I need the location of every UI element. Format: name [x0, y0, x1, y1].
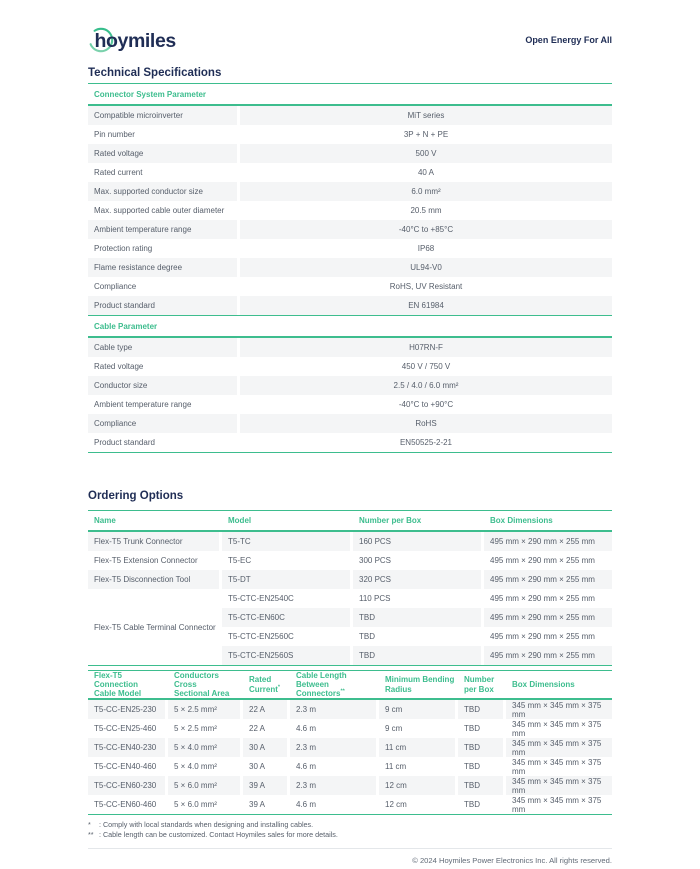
table-row	[88, 182, 612, 201]
table-row	[88, 106, 612, 125]
connector-section-title: Connector System Parameter	[88, 84, 612, 106]
table-row	[88, 144, 612, 163]
column-header: Number per Box	[464, 675, 495, 694]
column-header: Cable Length Between Connectors**	[296, 670, 347, 699]
spec-value: UL94-V0	[240, 258, 612, 277]
column-header: Box Dimensions	[512, 679, 575, 689]
cell-name-merged: Flex-T5 Cable Terminal Connector	[88, 589, 219, 665]
cell-box: 345 mm × 345 mm × 375 mm	[506, 776, 612, 795]
page-header	[88, 0, 612, 56]
spec-label: Max. supported cable outer diameter	[94, 206, 225, 215]
cell-box: 495 mm × 290 mm × 255 mm	[484, 646, 612, 665]
cell-radius: 11 cm	[379, 738, 455, 757]
cell-model: T5-CC-EN25-460	[94, 724, 157, 733]
cell-qty: TBD	[464, 800, 480, 809]
table-row	[88, 551, 612, 570]
table-row	[88, 795, 612, 814]
spec-label: Cable type	[88, 338, 237, 357]
cell-radius: 9 cm	[385, 724, 403, 733]
spec-label: Conductor size	[88, 376, 237, 395]
spec-value: EN50525-2-21	[399, 438, 453, 447]
spec-label: Pin number	[94, 130, 135, 139]
spec-label: Flame resistance degree	[88, 258, 237, 277]
table-row	[88, 338, 612, 357]
cell-radius: 9 cm	[379, 700, 455, 719]
spec-label: Compliance	[88, 414, 237, 433]
spec-value: 450 V / 750 V	[401, 362, 451, 371]
ordering-table-2-header	[88, 671, 612, 700]
cell-qty: TBD	[353, 646, 481, 665]
cell-qty: TBD	[458, 700, 503, 719]
ordering-options-title: Ordering Options	[88, 490, 184, 502]
table-row	[88, 125, 612, 144]
table-row	[88, 239, 612, 258]
cell-current: 39 A	[243, 776, 287, 795]
cell-length: 2.3 m	[290, 776, 376, 795]
cell-length: 2.3 m	[290, 700, 376, 719]
cell-model: T5-DT	[222, 570, 350, 589]
footnote	[88, 820, 612, 830]
cell-qty: 110 PCS	[359, 594, 391, 603]
cell-current: 22 A	[249, 724, 266, 733]
cell-box: 495 mm × 290 mm × 255 mm	[484, 608, 612, 627]
cell-model: T5-CTC-EN2560C	[228, 632, 294, 641]
spec-label: Compliance	[94, 282, 137, 291]
ordering-table-1-header	[88, 511, 612, 532]
cell-current: 39 A	[249, 800, 266, 809]
column-header: Name	[94, 515, 116, 525]
table-row	[88, 570, 612, 589]
cell-model: T5-CC-EN60-230	[88, 776, 165, 795]
cell-box: 345 mm × 345 mm × 375 mm	[512, 795, 602, 814]
cell-model: T5-TC	[222, 532, 350, 551]
cell-box: 345 mm × 345 mm × 375 mm	[512, 719, 602, 738]
table-row	[88, 357, 612, 376]
cell-box: 345 mm × 345 mm × 375 mm	[506, 738, 612, 757]
table-row	[88, 201, 612, 220]
spec-value: RoHS, UV Resistant	[389, 282, 463, 291]
ordering-table-2	[88, 670, 612, 815]
spec-value: 2.5 / 4.0 / 6.0 mm²	[240, 376, 612, 395]
cell-qty: 160 PCS	[353, 532, 481, 551]
cell-qty: 320 PCS	[353, 570, 481, 589]
spec-value: 500 V	[240, 144, 612, 163]
cable-section-title: Cable Parameter	[88, 316, 612, 338]
spec-value: 6.0 mm²	[240, 182, 612, 201]
footnote-marker: *	[277, 683, 281, 690]
cell-box: 495 mm × 290 mm × 255 mm	[490, 594, 595, 603]
table-row	[88, 433, 612, 452]
cell-box: 495 mm × 290 mm × 255 mm	[484, 570, 612, 589]
cell-name: Flex-T5 Extension Connector	[94, 556, 198, 565]
table-row	[222, 646, 612, 665]
spec-value: -40°C to +90°C	[398, 400, 454, 409]
connector-parameter-section	[88, 84, 612, 316]
table-row	[88, 700, 612, 719]
cell-qty: TBD	[464, 724, 480, 733]
footnote-text: : Comply with local standards when designing and installing cables.	[99, 820, 314, 829]
table-row	[222, 589, 612, 608]
table-row	[88, 277, 612, 296]
cell-radius: 12 cm	[385, 800, 407, 809]
table-row	[222, 627, 612, 646]
cell-area: 5 × 6.0 mm²	[168, 776, 240, 795]
cell-model: T5-CTC-EN60C	[222, 608, 350, 627]
spec-label: Compatible microinverter	[88, 106, 237, 125]
cell-length: 2.3 m	[290, 738, 376, 757]
cell-model: T5-CTC-EN2540C	[228, 594, 294, 603]
table-row	[88, 395, 612, 414]
footnote-marker: *	[88, 820, 91, 829]
spec-label: Ambient temperature range	[94, 400, 192, 409]
cell-model: T5-CC-EN60-460	[94, 800, 157, 809]
cell-model: T5-CC-EN40-230	[88, 738, 165, 757]
table-row	[222, 608, 612, 627]
spec-label: Ambient temperature range	[88, 220, 237, 239]
spec-value: IP68	[417, 244, 435, 253]
brand-tagline: Open Energy For All	[525, 35, 612, 45]
cell-qty: 300 PCS	[359, 556, 392, 565]
spec-value: RoHS	[240, 414, 612, 433]
cell-qty: TBD	[353, 608, 481, 627]
table-row	[88, 776, 612, 795]
spec-value: 20.5 mm	[410, 206, 442, 215]
footnote	[88, 830, 612, 840]
footer-divider	[88, 848, 612, 849]
copyright-text: © 2024 Hoymiles Power Electronics Inc. All rights reserved.	[412, 855, 612, 865]
spec-label: Rated voltage	[88, 144, 237, 163]
cell-model: T5-CTC-EN2560S	[222, 646, 350, 665]
hoymiles-logo-graphic	[88, 25, 190, 55]
spec-label: Protection rating	[94, 244, 153, 253]
footnote-text: : Cable length can be customized. Contact Hoymiles sales for more details.	[99, 830, 338, 840]
column-header: Conductors Cross Sectional Area	[174, 670, 230, 699]
footnote-marker: **	[340, 688, 345, 695]
cell-qty: TBD	[464, 762, 480, 771]
table-row	[88, 296, 612, 315]
spec-label: Rated voltage	[94, 362, 144, 371]
spec-value: 40 A	[417, 168, 434, 177]
hoymiles-logo	[88, 25, 190, 55]
cell-area: 5 × 2.5 mm²	[174, 724, 217, 733]
cell-length: 4.6 m	[296, 724, 317, 733]
spec-label: Product standard	[94, 438, 155, 447]
column-header: Box Dimensions	[490, 515, 553, 525]
spec-label: Max. supported conductor size	[88, 182, 237, 201]
table-row	[88, 738, 612, 757]
column-header: Flex-T5 Connection Cable Model	[94, 670, 142, 699]
cell-area: 5 × 2.5 mm²	[168, 700, 240, 719]
cell-box: 495 mm × 290 mm × 255 mm	[484, 532, 612, 551]
table-row	[88, 414, 612, 433]
tech-specs-title: Technical Specifications	[88, 67, 612, 84]
footnote-marker: **	[88, 830, 94, 840]
cell-current: 22 A	[243, 700, 287, 719]
spec-value: EN 61984	[240, 296, 612, 315]
cell-current: 30 A	[249, 762, 266, 771]
cable-parameter-section	[88, 316, 612, 453]
spec-label: Product standard	[88, 296, 237, 315]
cell-name: Flex-T5 Trunk Connector	[88, 532, 219, 551]
table-row	[88, 757, 612, 776]
cell-area: 5 × 6.0 mm²	[174, 800, 217, 809]
column-header: Rated Current*	[249, 675, 281, 694]
column-header: Model	[228, 515, 252, 525]
cell-area: 5 × 4.0 mm²	[174, 762, 217, 771]
column-header: Minimum Bending Radius	[385, 675, 455, 694]
cell-area: 5 × 4.0 mm²	[168, 738, 240, 757]
spec-value: -40°C to +85°C	[240, 220, 612, 239]
cell-radius: 11 cm	[385, 762, 407, 771]
column-header: Number per Box	[359, 515, 422, 525]
cell-radius: 12 cm	[379, 776, 455, 795]
table-row	[88, 258, 612, 277]
spec-value: 3P + N + PE	[403, 130, 449, 139]
spec-label: Rated current	[94, 168, 143, 177]
cell-qty: TBD	[359, 632, 375, 641]
table-row	[88, 220, 612, 239]
table-row	[88, 719, 612, 738]
table-row	[88, 376, 612, 395]
cell-box: 495 mm × 290 mm × 255 mm	[490, 556, 595, 565]
cell-name: Flex-T5 Disconnection Tool	[88, 570, 219, 589]
logo-wordmark: hoymiles	[94, 30, 176, 52]
cell-model: T5-CC-EN40-460	[94, 762, 157, 771]
table-row	[88, 532, 612, 551]
cell-box: 495 mm × 290 mm × 255 mm	[490, 632, 595, 641]
cell-model: T5-CC-EN25-230	[88, 700, 165, 719]
table-row	[88, 163, 612, 182]
cell-length: 4.6 m	[296, 800, 317, 809]
cell-length: 4.6 m	[296, 762, 317, 771]
spec-value: MiT series	[240, 106, 612, 125]
cell-qty: TBD	[458, 776, 503, 795]
cell-box: 345 mm × 345 mm × 375 mm	[506, 700, 612, 719]
footnotes	[88, 820, 612, 841]
cell-qty: TBD	[458, 738, 503, 757]
ordering-table-1	[88, 510, 612, 666]
spec-value: H07RN-F	[240, 338, 612, 357]
cell-current: 30 A	[243, 738, 287, 757]
cell-box: 345 mm × 345 mm × 375 mm	[512, 757, 602, 776]
cell-model: T5-EC	[228, 556, 252, 565]
merged-row-group	[88, 589, 612, 665]
